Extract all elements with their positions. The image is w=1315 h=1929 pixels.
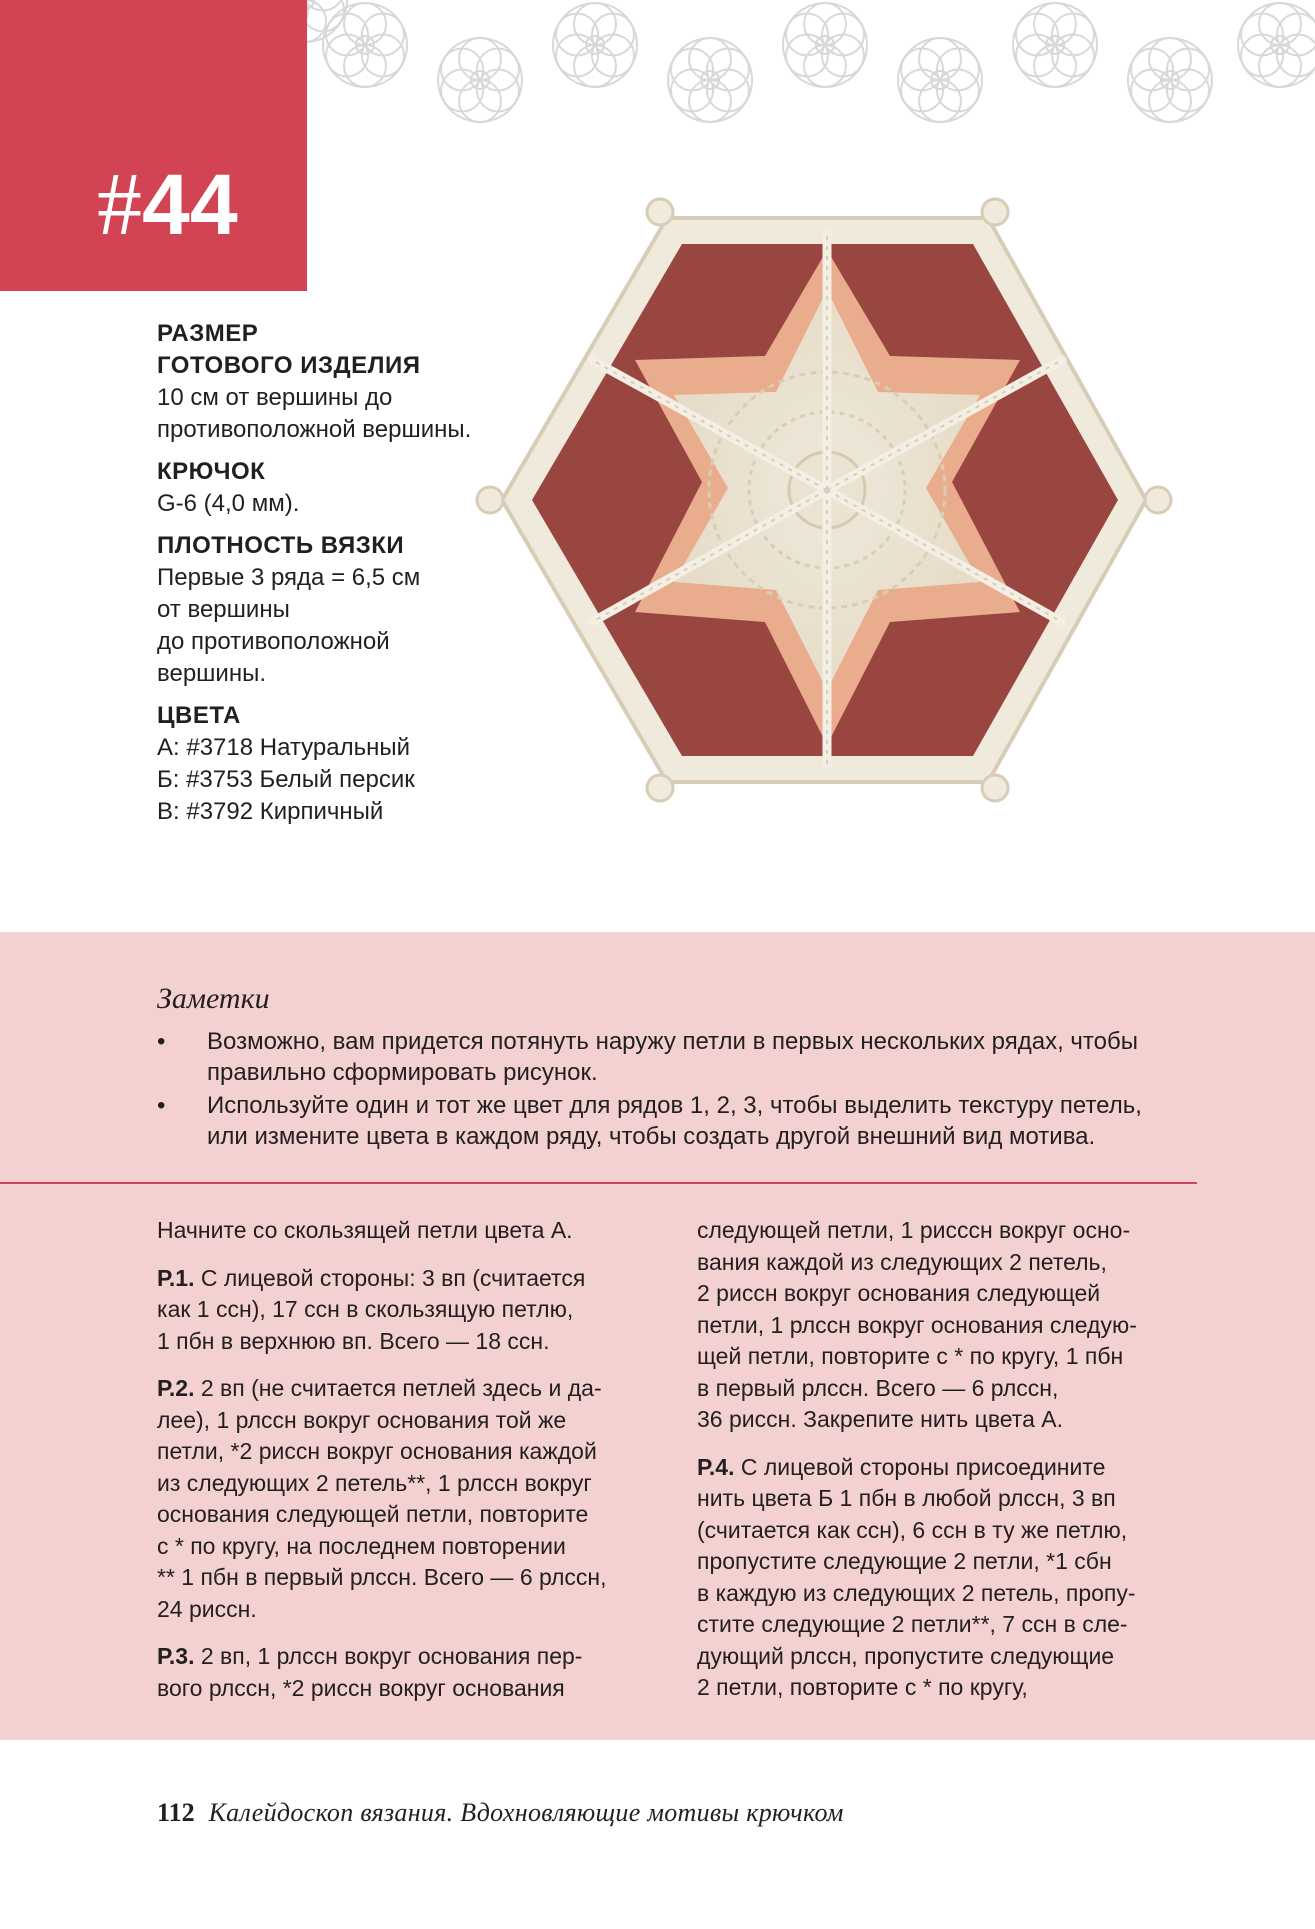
list-item: • Используйте один и тот же цвет для рядов 1, 2, 3, чтобы выделить текстуру петель, или измените цвета в каждом ряду, чтобы создать другой внешний вид мотива. xyxy=(157,1092,1142,1150)
list-item: • Возможно, вам придется потянуть наружу петли в первых нескольких рядах, чтобы правильно сформировать рисунок. xyxy=(157,1028,1138,1086)
color-a: А: #3718 Натуральный xyxy=(157,734,411,761)
hook-heading: КРЮЧОК xyxy=(157,458,266,485)
colors-block xyxy=(157,700,497,828)
color-c: В: #3792 Кирпичный xyxy=(157,798,384,825)
row-3-continued: следующей петли, 1 рисссн вокруг осно- вания каждой из следующих 2 петель, 2 риссн вокруг основания следующей петли, 1 рлссн вокруг основания следую- щей петли, повторите с * по кругу, 1 пбн в первый рлссн. Всего — 6 рлссн, 36 риссн. Закрепите нить цвета А. xyxy=(697,1217,1137,1432)
gauge-value-3: до противоположной xyxy=(157,628,390,655)
gauge-heading: ПЛОТНОСТЬ ВЯЗКИ xyxy=(157,532,405,559)
page-footer xyxy=(157,1798,844,1828)
bullet-icon: • xyxy=(157,1092,166,1119)
size-value: 10 см от вершины до xyxy=(157,384,393,411)
instructions-right-column xyxy=(697,1215,1227,1720)
pattern-specs xyxy=(157,318,497,838)
row-1: Р.1. С лицевой стороны: 3 вп (считается как 1 ссн), 17 ссн в скользящую петлю, 1 пбн в верхнюю вп. Всего — 18 ссн. xyxy=(157,1264,586,1354)
gauge-value: Первые 3 ряда = 6,5 см xyxy=(157,564,421,591)
colors-heading: ЦВЕТА xyxy=(157,702,241,729)
intro-text: Начните со скользящей петли цвета А. xyxy=(157,1217,573,1243)
page-number: 112 xyxy=(157,1798,195,1827)
crochet-motif-photo xyxy=(460,170,1205,880)
divider xyxy=(0,1182,1197,1184)
hook-block xyxy=(157,456,497,520)
pattern-number: #44 xyxy=(97,155,238,254)
row-3: Р.3. 2 вп, 1 рлссн вокруг основания пер- вого рлссн, *2 риссн вокруг основания xyxy=(157,1643,583,1701)
size-value-2: противоположной вершины. xyxy=(157,416,472,443)
notes-list xyxy=(157,1026,1217,1154)
color-b: Б: #3753 Белый персик xyxy=(157,766,415,793)
lace-ornament xyxy=(305,0,1315,130)
instructions-left-column xyxy=(157,1215,687,1720)
size-heading: РАЗМЕР xyxy=(157,320,259,347)
gauge-value-2: от вершины xyxy=(157,596,290,623)
gauge-block xyxy=(157,530,497,690)
notes-title: Заметки xyxy=(157,982,270,1015)
pattern-number-badge xyxy=(0,0,307,291)
row-4: Р.4. С лицевой стороны присоедините нить цвета Б 1 пбн в любой рлссн, 3 вп (считается как ссн), 6 ссн в ту же петлю, пропустите следующие 2 петли, *1 сбн в каждую из следующих 2 петель, пропу- стите следующие 2 петли**, 7 ссн в сле- дующий рлссн, пропустите следующие 2 петли, повторите с * по кругу, xyxy=(697,1453,1136,1700)
book-title: Калейдоскоп вязания. Вдохновляющие мотивы крючком xyxy=(208,1798,844,1827)
size-heading-2: ГОТОВОГО ИЗДЕЛИЯ xyxy=(157,352,421,379)
hook-value: G-6 (4,0 мм). xyxy=(157,490,300,517)
row-2: Р.2. 2 вп (не считается петлей здесь и да- лее), 1 рлссн вокруг основания той же петли, *2 риссн вокруг основания каждой из следующих 2 петель**, 1 рлссн вокруг основания следующей петли, повторите с * по кругу, на последнем повторении ** 1 пбн в первый рлссн. Всего — 6 рлссн, 24 риссн. xyxy=(157,1375,607,1622)
gauge-value-4: вершины. xyxy=(157,660,267,687)
size-block xyxy=(157,318,497,446)
bullet-icon: • xyxy=(157,1028,166,1055)
